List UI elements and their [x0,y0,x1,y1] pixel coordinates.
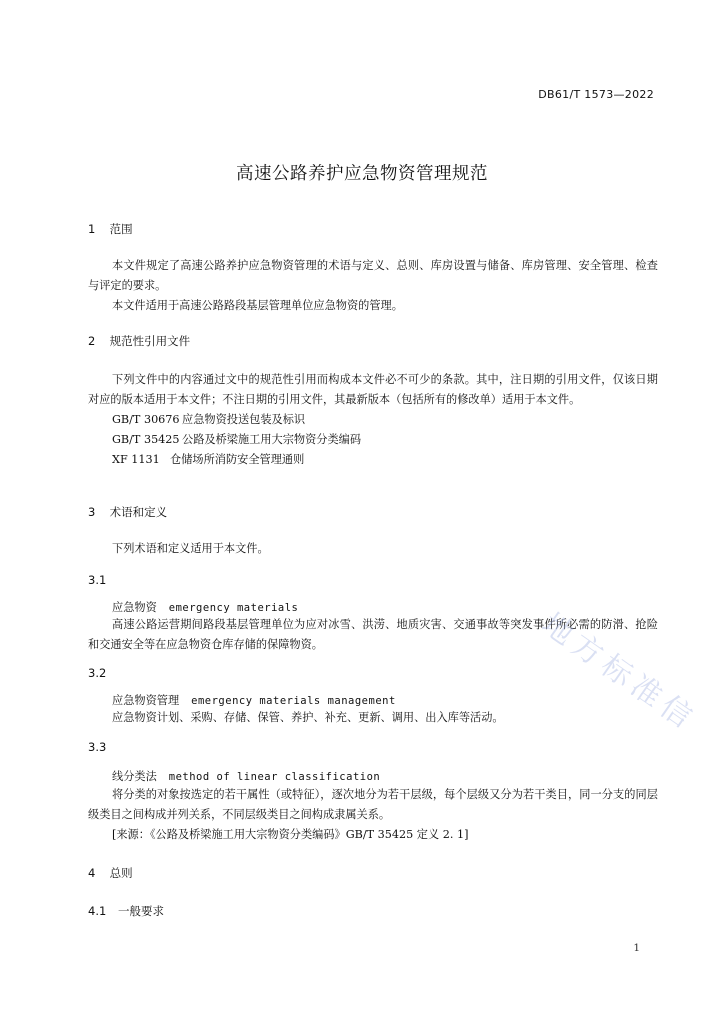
subsection-title: 一般要求 [118,904,164,918]
reference-item [88,430,658,450]
section-title: 术语和定义 [109,505,168,519]
section-2-body [88,370,658,470]
paragraph: 将分类的对象按选定的若干属性（或特征），逐次地分为若干层级，每个层级又分为若干类目，同一分支的同层级类目之间构成并列关系，不同层级类目之间构成隶属关系。 [88,788,658,821]
section-number: 1 [88,222,96,236]
reference-name: 仓储场所消防安全管理通则 [170,453,305,466]
reference-code: GB/T 30676 [112,413,180,426]
reference-item [88,450,658,470]
section-1-body [88,256,658,316]
term-3-2-definition [88,708,658,728]
term-en: emergency materials [168,602,299,614]
reference-code: XF 1131 [112,453,160,466]
term-zh: 线分类法 [112,770,157,783]
term-zh: 应急物资 [112,601,157,614]
section-2-heading [88,333,190,349]
paragraph: 下列文件中的内容通过文中的规范性引用而构成本文件必不可少的条款。其中，注日期的引用文件，仅该日期对应的版本适用于本文件；不注日期的引用文件，其最新版本（包括所有的修改单）适用于本文件。 [88,373,658,406]
term-en: method of linear classification [168,771,381,783]
term-3-2-number: 3.2 [88,666,107,680]
page-number: 1 [633,942,640,954]
document-title: 高速公路养护应急物资管理规范 [236,164,488,184]
section-number: 3 [88,505,96,519]
paragraph: 应急物资计划、采购、存储、保管、养护、补充、更新、调用、出入库等活动。 [112,711,504,724]
section-3-intro [88,539,658,559]
term-3-1-number: 3.1 [88,573,107,587]
section-title: 总则 [109,866,133,880]
term-3-3-heading [112,768,380,784]
paragraph: 下列术语和定义适用于本文件。 [112,542,269,555]
section-4-heading [88,865,133,881]
section-number: 4 [88,866,96,880]
term-3-3-definition [88,785,658,845]
subsection-number: 4.1 [88,904,107,918]
paragraph: 本文件适用于高速公路路段基层管理单位应急物资的管理。 [112,299,403,312]
term-3-2-heading [112,692,396,708]
watermark: 地方标准信 [535,606,703,739]
paragraph: 本文件规定了高速公路养护应急物资管理的术语与定义、总则、库房设置与储备、库房管理、安全管理、检查与评定的要求。 [88,259,658,292]
section-title: 规范性引用文件 [109,334,191,348]
reference-item [88,410,658,430]
paragraph: 高速公路运营期间路段基层管理单位为应对冰雪、洪涝、地质灾害、交通事故等突发事件所必需的防滑、抢险和交通安全等在应急物资仓库存储的保障物资。 [88,618,658,651]
term-3-1-heading [112,599,298,615]
reference-name: 公路及桥梁施工用大宗物资分类编码 [182,433,362,446]
term-3-3-number: 3.3 [88,740,107,754]
standard-code: DB61/T 1573—2022 [538,88,654,101]
term-en: emergency materials management [191,695,396,707]
reference-name: 应急物资投送包装及标识 [182,413,306,426]
section-title: 范围 [109,222,133,236]
section-1-heading [88,221,133,237]
section-number: 2 [88,334,96,348]
subsection-4-1-heading [88,903,164,919]
reference-code: GB/T 35425 [112,433,180,446]
source-note: [来源：《公路及桥梁施工用大宗物资分类编码》GB/T 35425 定义 2. 1] [112,828,469,841]
section-3-heading [88,504,167,520]
term-zh: 应急物资管理 [112,694,180,707]
